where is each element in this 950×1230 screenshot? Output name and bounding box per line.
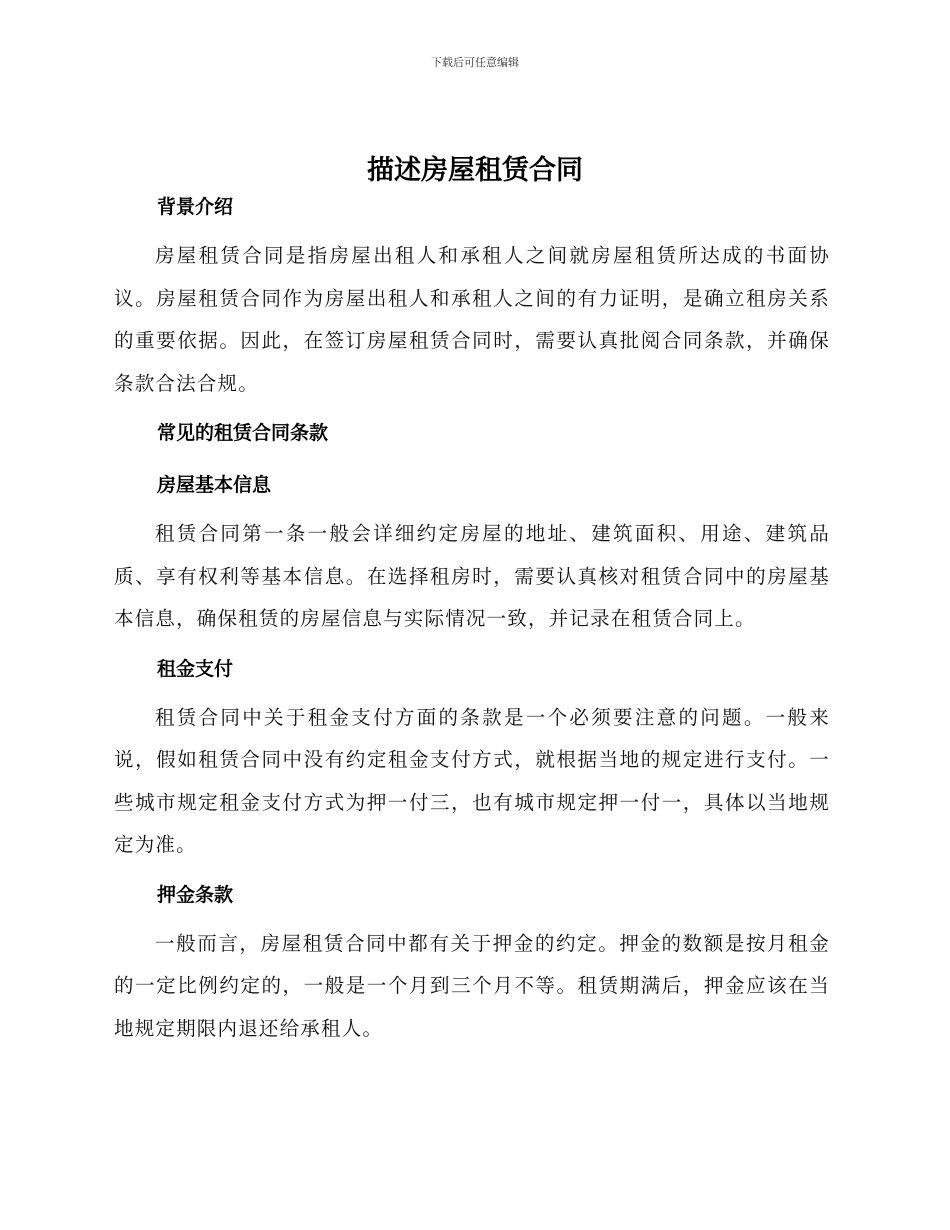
section-paragraph: 租赁合同第一条一般会详细约定房屋的地址、建筑面积、用途、建筑品质、享有权利等基本信息。在选择租房时，需要认真核对租赁合同中的房屋基本信息，确保租赁的房屋信息与实际情况一致，并记录在租赁合同上。 xyxy=(114,522,830,630)
document-body xyxy=(114,188,830,1050)
section-paragraph: 一般而言，房屋租赁合同中都有关于押金的约定。押金的数额是按月租金的一定比例约定的，一般是一个月到三个月不等。租赁期满后，押金应该在当地规定期限内退还给承租人。 xyxy=(114,931,830,1040)
section-deposit xyxy=(114,876,830,1051)
page-header-note: 下载后可任意编辑 xyxy=(431,56,519,69)
section-rent-payment xyxy=(114,650,830,867)
section-common-clauses xyxy=(114,414,830,452)
section-paragraph: 房屋租赁合同是指房屋出租人和承租人之间就房屋租赁所达成的书面协议。房屋租赁合同作为房屋出租人和承租人之间的有力证明，是确立租房关系的重要依据。因此，在签订房屋租赁合同时，需要认真批阅合同条款，并确保条款合法合规。 xyxy=(114,244,830,395)
section-heading: 租金支付 xyxy=(157,657,234,680)
document-title: 描述房屋租赁合同 xyxy=(367,155,583,186)
section-heading: 常见的租赁合同条款 xyxy=(157,422,329,444)
section-basic-info xyxy=(114,466,830,641)
section-heading: 房屋基本信息 xyxy=(157,474,272,496)
section-heading: 押金条款 xyxy=(157,883,234,906)
section-paragraph: 租赁合同中关于租金支付方面的条款是一个必须要注意的问题。一般来说，假如租赁合同中没有约定租金支付方式，就根据当地的规定进行支付。一些城市规定租金支付方式为押一付三，也有城市规定押一付一，具体以当地规定为准。 xyxy=(114,705,830,856)
section-background xyxy=(114,188,830,405)
section-heading: 背景介绍 xyxy=(157,196,234,218)
